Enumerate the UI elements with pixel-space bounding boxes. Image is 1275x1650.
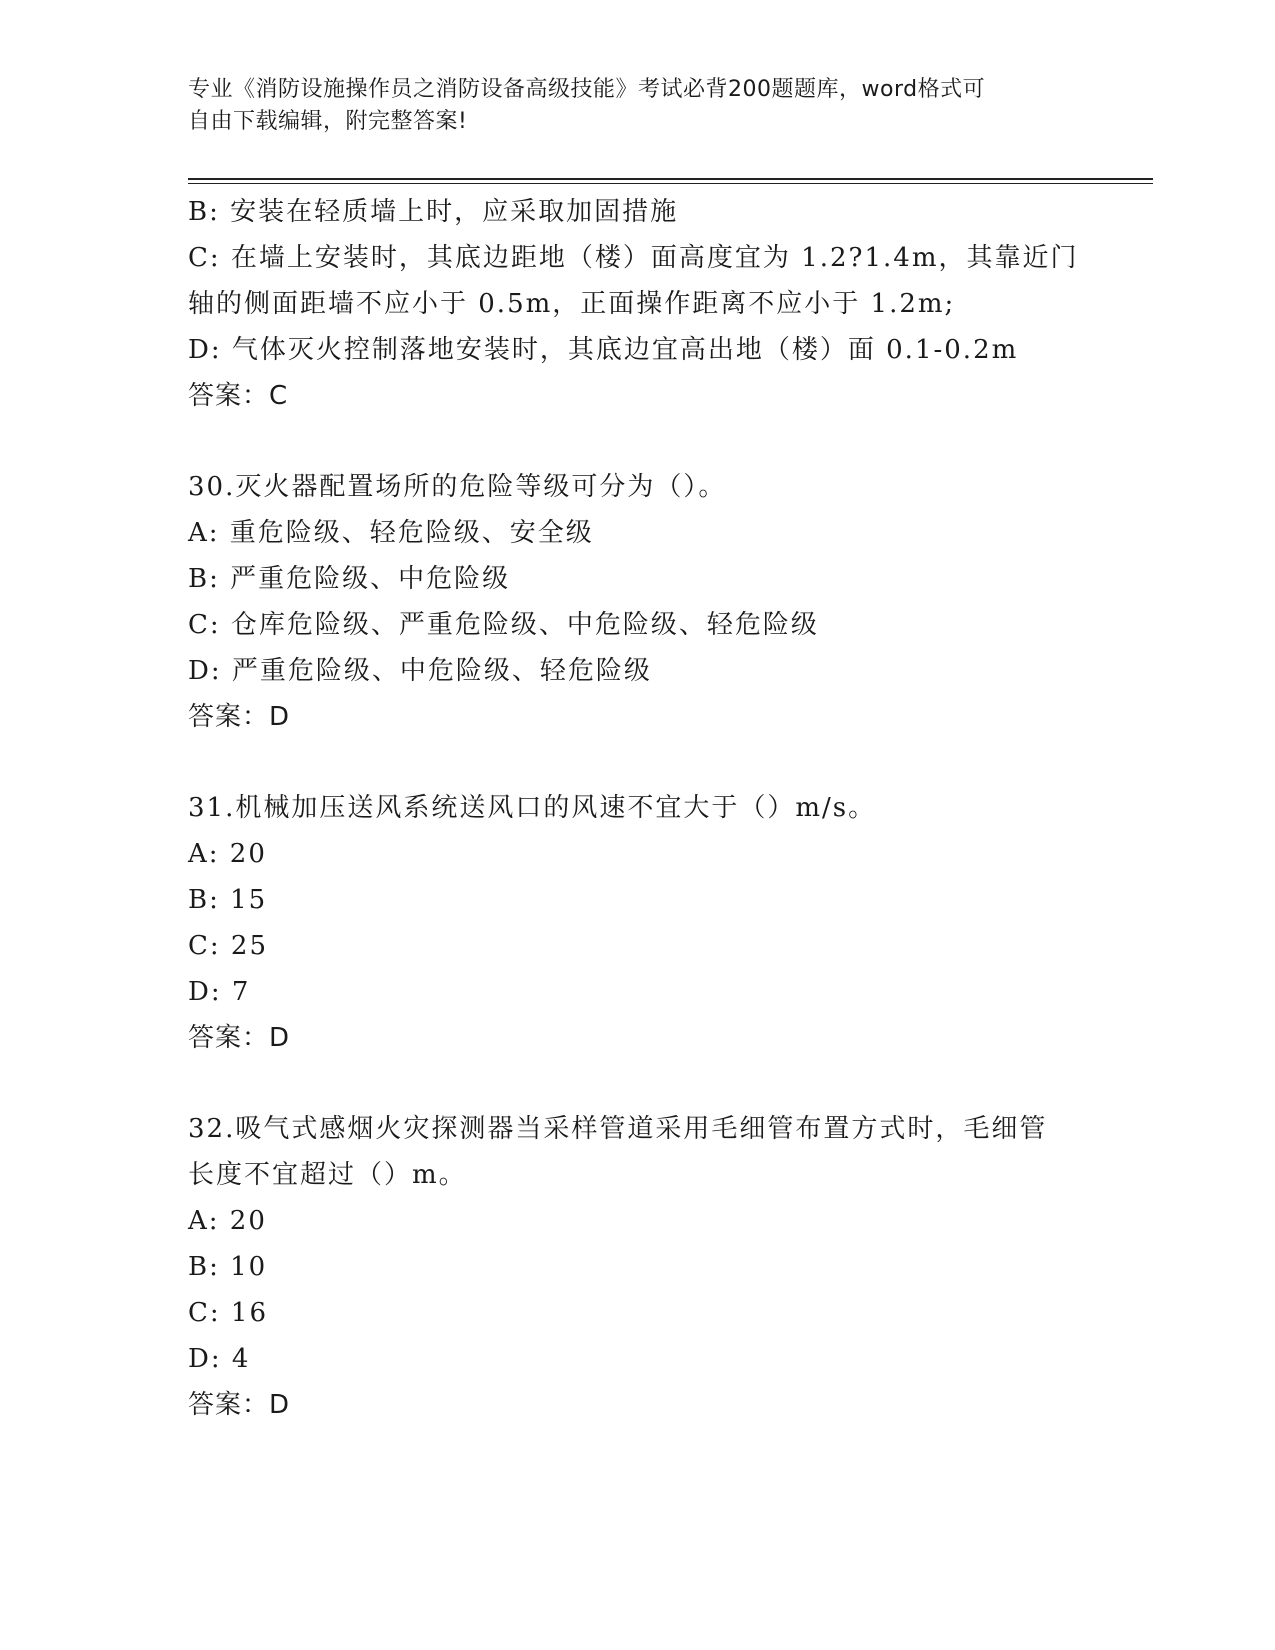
header-line-2: 自由下载编辑，附完整答案! [188,109,468,134]
option-c: C: 16 [188,1298,269,1328]
question-block-32 [188,1106,1088,1428]
option-a: A: 20 [188,1206,267,1236]
question-spacer [188,1061,1088,1106]
question-block-continued [188,189,1088,419]
question-spacer [188,740,1088,785]
option-b: B: 严重危险级、中危险级 [188,564,511,594]
answer-line: 答案：D [188,702,291,732]
option-d: D: 7 [188,977,251,1007]
option-c: C: 25 [188,931,269,961]
option-c: C: 在墙上安装时，其底边距地（楼）面高度宜为 1.2?1.4m，其靠近门 [188,243,1079,273]
document-header [188,74,1088,138]
question-block-31 [188,785,1088,1061]
question-text: 32.吸气式感烟火灾探测器当采样管道采用毛细管布置方式时，毛细管 [188,1114,1048,1144]
question-list [188,189,1088,1428]
option-b: B: 10 [188,1252,268,1282]
answer-line: 答案：C [188,381,289,411]
question-text-continued: 长度不宜超过（）m。 [188,1160,467,1190]
question-block-30 [188,464,1088,740]
option-d: D: 4 [188,1344,251,1374]
question-text: 31.机械加压送风系统送风口的风速不宜大于（）m/s。 [188,793,877,823]
option-c: C: 仓库危险级、严重危险级、中危险级、轻危险级 [188,610,819,640]
option-b: B: 安装在轻质墙上时，应采取加固措施 [188,197,679,227]
header-divider-thin [188,183,1153,184]
option-b: B: 15 [188,885,268,915]
question-spacer [188,419,1088,464]
option-a: A: 重危险级、轻危险级、安全级 [188,518,594,548]
option-d: D: 气体灭火控制落地安装时，其底边宜高出地（楼）面 0.1-0.2m [188,335,1019,365]
option-d: D: 严重危险级、中危险级、轻危险级 [188,656,652,686]
header-line-1: 专业《消防设施操作员之消防设备高级技能》考试必背200题题库，word格式可 [188,77,986,102]
answer-line: 答案：D [188,1023,291,1053]
answer-line: 答案：D [188,1390,291,1420]
header-divider-thick [188,178,1153,180]
question-text: 30.灭火器配置场所的危险等级可分为（）。 [188,472,727,502]
option-a: A: 20 [188,839,267,869]
option-c-continued: 轴的侧面距墙不应小于 0.5m，正面操作距离不应小于 1.2m; [188,289,956,319]
